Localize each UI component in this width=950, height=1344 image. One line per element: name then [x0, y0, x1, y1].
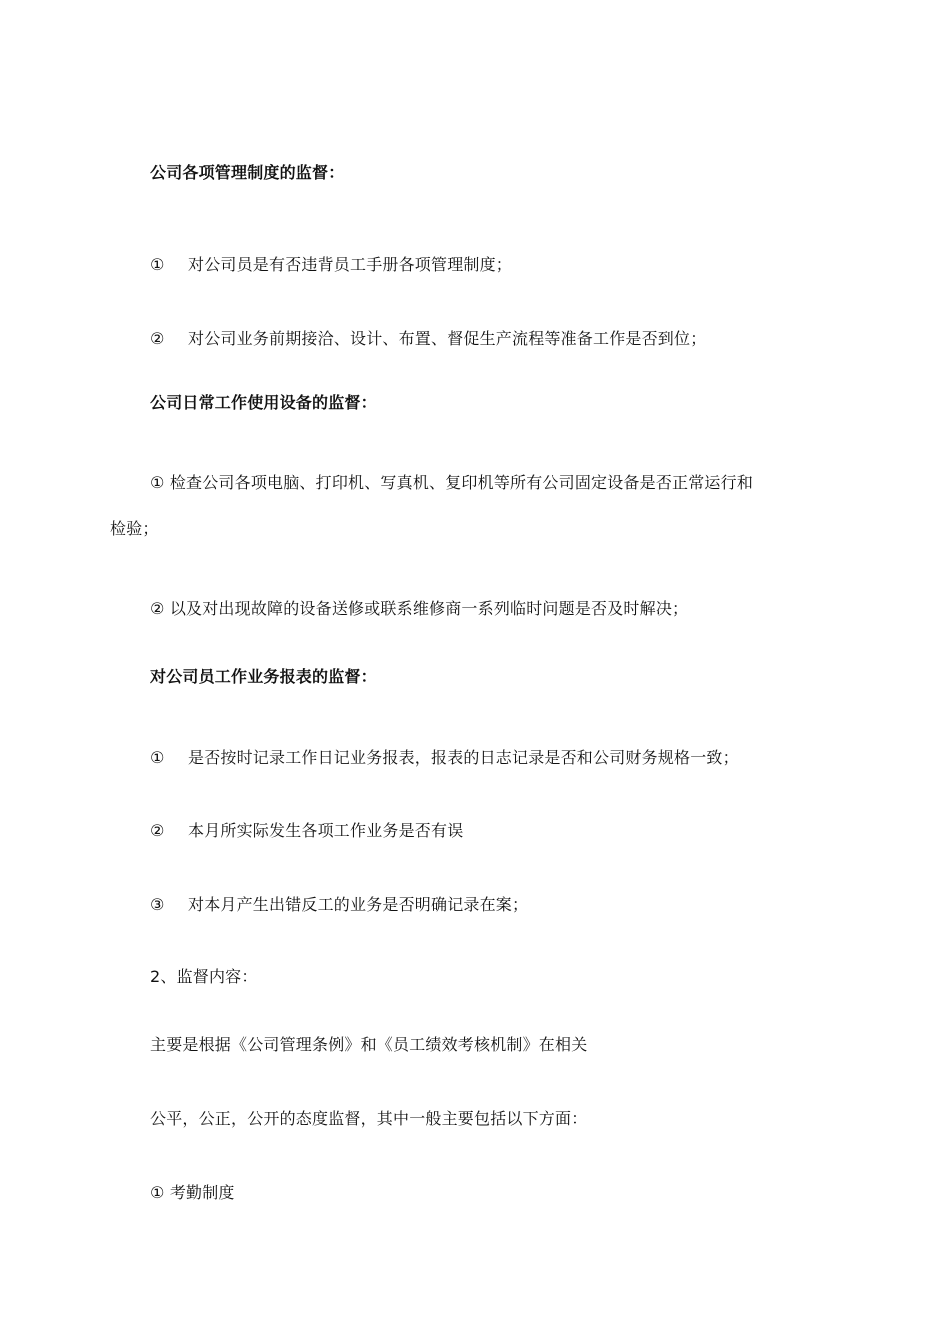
- list-item: [150, 894, 528, 916]
- item-marker: ②: [150, 329, 165, 348]
- item-text: 对本月产生出错反工的业务是否明确记录在案；: [188, 895, 529, 914]
- content-paragraph: 主要是根据《公司管理条例》和《员工绩效考核机制》在相关: [150, 1035, 588, 1054]
- item-marker: ①: [150, 748, 165, 767]
- content-title: 2、监督内容：: [150, 967, 258, 986]
- list-item-line1: ① 检查公司各项电脑、打印机、写真机、复印机等所有公司固定设备是否正常运行和: [150, 473, 754, 492]
- list-item: ② 以及对出现故障的设备送修或联系维修商一系列临时问题是否及时解决；: [150, 599, 689, 618]
- item-text: 对公司员是有否违背员工手册各项管理制度；: [188, 255, 513, 274]
- section-heading-reports: 对公司员工作业务报表的监督：: [150, 667, 377, 686]
- item-marker: ②: [150, 821, 165, 840]
- section-heading-equipment: 公司日常工作使用设备的监督：: [150, 393, 377, 412]
- list-item-line2: 检验；: [110, 519, 159, 538]
- content-paragraph: 公平，公正，公开的态度监督，其中一般主要包括以下方面：: [150, 1109, 588, 1128]
- list-item: [150, 820, 463, 842]
- list-item: [150, 328, 706, 350]
- list-item: ① 考勤制度: [150, 1183, 235, 1202]
- list-item: [150, 747, 739, 769]
- item-text: 本月所实际发生各项工作业务是否有误: [188, 821, 464, 840]
- item-text: 对公司业务前期接洽、设计、布置、督促生产流程等准备工作是否到位；: [188, 329, 707, 348]
- item-marker: ①: [150, 255, 165, 274]
- item-marker: ③: [150, 895, 165, 914]
- section-heading-management: 公司各项管理制度的监督：: [150, 163, 345, 182]
- list-item: [150, 254, 512, 276]
- item-text: 是否按时记录工作日记业务报表，报表的日志记录是否和公司财务规格一致；: [188, 748, 739, 767]
